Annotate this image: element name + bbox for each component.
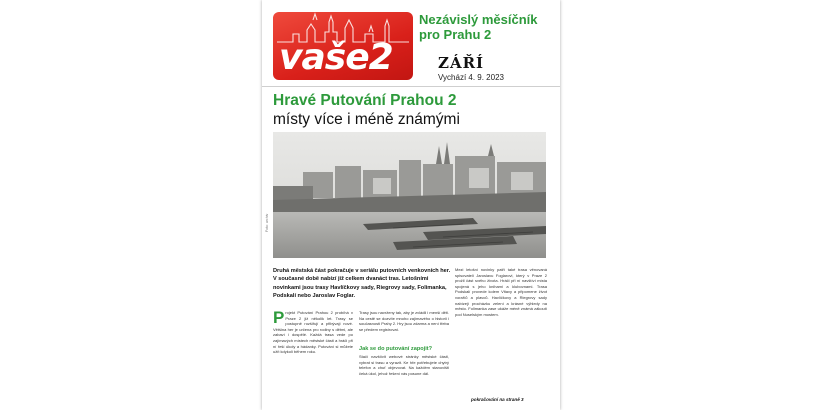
logo-wordmark: vaše2	[279, 37, 393, 78]
issue-date: Vychází 4. 9. 2023	[438, 73, 504, 82]
article-column-2-continued: Stačí navštívit webové stránky městské části, vybrat si trasu a vyrazit. Ke hře potřebujete chytrý telefon a chuť objevovat. Na každém stanovišti čeká úkol, jehož řešení vás posune dál.	[359, 354, 449, 376]
masthead-tagline: Nezávislý měsíčník pro Prahu 2	[419, 12, 538, 42]
article-column-1	[273, 310, 353, 355]
article-column-3: Mezi letošní novinky patří také trasa věnovaná spisovateli Jaroslavu Foglarovi, který v Praze 2 prožil část svého života. Hráči při ní navštíví místa spojená s jeho knihami a klubovnami. Trasa Podskalí provede kolem Vltavy a připomene život voraříů a plavců. Havlíčkovy a Riegrovy sady nabízejí procházku zelení a krásné výhledy na město. Folimanka zase ukáže méně známá zákoutí pod Nuselským mostem.	[455, 267, 547, 317]
masthead-logo	[273, 12, 413, 80]
section-heading: Jak se do putování zapojit?	[359, 346, 433, 352]
article-lead: Druhá městská část pokračuje v seriálu putovních venkovních her. V současné době nabízí již celkem dvanáct tras. Letošními novinkami jsou trasy Havlíčkovy sady, Riegrovy sady, Folimanka, Podskalí nebo Jaroslav Foglar.	[273, 268, 451, 299]
article-photo	[273, 132, 546, 258]
article-column-2: Trasy jsou navrženy tak, aby je zvládli i menší děti. Na cestě se dozvíte mnoho zajímavého o historii i současnosti Prahy 2. Hry jsou zdarma a není třeba se předem registrovat.	[359, 310, 449, 332]
continued-link[interactable]: pokračování na straně 3	[471, 397, 524, 402]
photo-credit: Foto: archiv	[265, 213, 269, 232]
article-subheadline: místy více i méně známými	[273, 111, 460, 128]
newspaper-page	[262, 0, 560, 410]
masthead-divider	[262, 86, 560, 87]
issue-month: ZÁŘÍ	[438, 54, 485, 72]
article-headline: Hravé Putování Prahou 2	[273, 92, 457, 109]
dropcap: P	[273, 308, 285, 327]
article-column-1-text: rojekt Putování Prahou 2 probíhá v Praze 2 již několik let. Trasy se postupně rozšiřují a přibývají nové. Většina her je určena pro rodiny s dětmi, ale zabaví i dospělé. Každá trasa vede po zajímavých místech městské části a hráči při ní řeší úkoly a hádanky. Putování si můžete užít kdykoli během roku.	[273, 310, 353, 355]
historic-riverbank-photo	[273, 132, 546, 258]
